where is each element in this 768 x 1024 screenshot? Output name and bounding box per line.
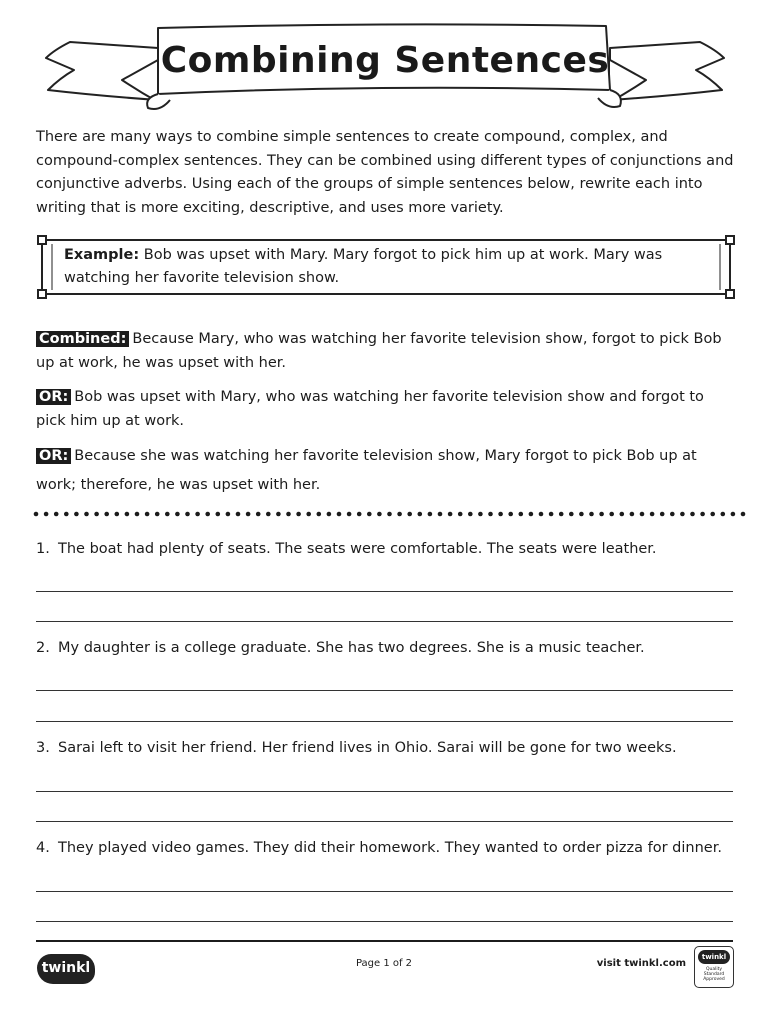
divider-dot — [44, 512, 49, 517]
or-tag-1: OR: — [36, 389, 71, 405]
answer-line[interactable] — [36, 821, 733, 822]
divider-dot — [680, 512, 685, 517]
example-sentences: Bob was upset with Mary. Mary forgot to pick him up at work. Mary was watching her favorite television show. — [64, 247, 663, 286]
question-number: 3. — [36, 740, 50, 756]
divider-dot — [549, 512, 554, 517]
divider-dot — [175, 512, 180, 517]
divider-dot — [508, 512, 513, 517]
divider-dot — [428, 512, 433, 517]
divider-dot — [266, 512, 271, 517]
divider-dot — [448, 512, 453, 517]
question-text: My daughter is a college graduate. She has two degrees. She is a music teacher. — [58, 640, 645, 656]
intro-paragraph: There are many ways to combine simple sentences to create compound, complex, and compound-complex sentences. They can be combined using different types of conjunctions and conjunctive adverbs. Using each of the groups of simple sentences below, rewrite each into writing that is more exciting, descriptive, and uses more variety. — [36, 129, 734, 216]
or-text-2: Because she was watching her favorite television show, Mary forgot to pick Bob up at work; therefore, he was upset with her. — [36, 448, 697, 493]
badge-text: Quality Standard Approved — [703, 967, 725, 982]
divider-dot — [670, 512, 675, 517]
example-box — [36, 234, 736, 300]
divider-dot — [660, 512, 665, 517]
divider-dot — [700, 512, 705, 517]
question-text: The boat had plenty of seats. The seats were comfortable. The seats were leather. — [58, 541, 657, 557]
divider-dot — [519, 512, 524, 517]
divider-dot — [34, 512, 39, 517]
divider-dot — [205, 512, 210, 517]
divider-dot — [347, 512, 352, 517]
question-3 — [36, 738, 677, 758]
divider-dot — [246, 512, 251, 517]
divider-dot — [104, 512, 109, 517]
question-number: 1. — [36, 541, 50, 557]
footer-divider — [36, 940, 733, 942]
divider-dot — [296, 512, 301, 517]
divider-dot — [589, 512, 594, 517]
divider-dot — [64, 512, 69, 517]
divider-dot — [650, 512, 655, 517]
divider-dot — [710, 512, 715, 517]
divider-dot — [256, 512, 261, 517]
divider-dot — [84, 512, 89, 517]
dotted-divider — [33, 508, 748, 520]
divider-dot — [276, 512, 281, 517]
question-4 — [36, 838, 722, 858]
title-banner — [40, 20, 730, 116]
divider-dot — [498, 512, 503, 517]
or-text-1: Bob was upset with Mary, who was watching her favorite television show and forgot to pick him up at work. — [36, 389, 704, 429]
twinkl-logo: twinkl — [37, 954, 95, 984]
divider-dot — [195, 512, 200, 517]
visit-link[interactable]: visit twinkl.com — [596, 958, 686, 969]
badge-logo: twinkl — [698, 950, 730, 964]
divider-dot — [226, 512, 231, 517]
or-paragraph-1 — [36, 385, 736, 433]
divider-dot — [690, 512, 695, 517]
divider-dot — [559, 512, 564, 517]
divider-dot — [94, 512, 99, 517]
divider-dot — [306, 512, 311, 517]
divider-dot — [367, 512, 372, 517]
answer-line[interactable] — [36, 591, 733, 592]
divider-dot — [387, 512, 392, 517]
divider-dot — [317, 512, 322, 517]
divider-dot — [529, 512, 534, 517]
divider-dot — [115, 512, 120, 517]
divider-dot — [731, 512, 736, 517]
combined-tag: Combined: — [36, 331, 129, 347]
divider-dot — [478, 512, 483, 517]
combined-paragraph — [36, 327, 736, 375]
divider-dot — [630, 512, 635, 517]
divider-dot — [54, 512, 59, 517]
divider-dot — [741, 512, 746, 517]
or-paragraph-2 — [36, 442, 736, 500]
divider-dot — [357, 512, 362, 517]
answer-line[interactable] — [36, 921, 733, 922]
divider-dot — [236, 512, 241, 517]
divider-dot — [145, 512, 150, 517]
divider-dot — [599, 512, 604, 517]
divider-dot — [135, 512, 140, 517]
divider-dot — [539, 512, 544, 517]
divider-dot — [125, 512, 130, 517]
page-title: Combining Sentences — [160, 40, 610, 81]
divider-dot — [286, 512, 291, 517]
divider-dot — [640, 512, 645, 517]
question-text: They played video games. They did their homework. They wanted to order pizza for dinner. — [58, 840, 722, 856]
divider-dot — [397, 512, 402, 517]
divider-dot — [407, 512, 412, 517]
divider-dot — [468, 512, 473, 517]
question-text: Sarai left to visit her friend. Her friend lives in Ohio. Sarai will be gone for two weeks. — [58, 740, 677, 756]
divider-dot — [609, 512, 614, 517]
divider-dot — [216, 512, 221, 517]
question-number: 4. — [36, 840, 50, 856]
divider-dot — [165, 512, 170, 517]
quality-badge — [694, 946, 734, 988]
divider-dot — [569, 512, 574, 517]
divider-dot — [488, 512, 493, 517]
divider-dot — [74, 512, 79, 517]
page-number: Page 1 of 2 — [355, 958, 413, 969]
answer-line[interactable] — [36, 721, 733, 722]
divider-dot — [721, 512, 726, 517]
or-tag-2: OR: — [36, 448, 71, 464]
divider-dot — [438, 512, 443, 517]
divider-dot — [377, 512, 382, 517]
question-2 — [36, 638, 645, 658]
divider-dot — [458, 512, 463, 517]
question-1 — [36, 539, 657, 559]
answer-line[interactable] — [36, 621, 733, 622]
divider-dot — [185, 512, 190, 517]
divider-dot — [155, 512, 160, 517]
example-label: Example: — [64, 247, 140, 263]
question-number: 2. — [36, 640, 50, 656]
divider-dot — [579, 512, 584, 517]
divider-dot — [337, 512, 342, 517]
answer-line[interactable] — [36, 891, 733, 892]
answer-line[interactable] — [36, 690, 733, 691]
combined-text: Because Mary, who was watching her favorite television show, forgot to pick Bob up at work, he was upset with her. — [36, 331, 722, 371]
example-text — [64, 244, 704, 290]
answer-line[interactable] — [36, 791, 733, 792]
divider-dot — [418, 512, 423, 517]
divider-dot — [327, 512, 332, 517]
divider-dot — [620, 512, 625, 517]
